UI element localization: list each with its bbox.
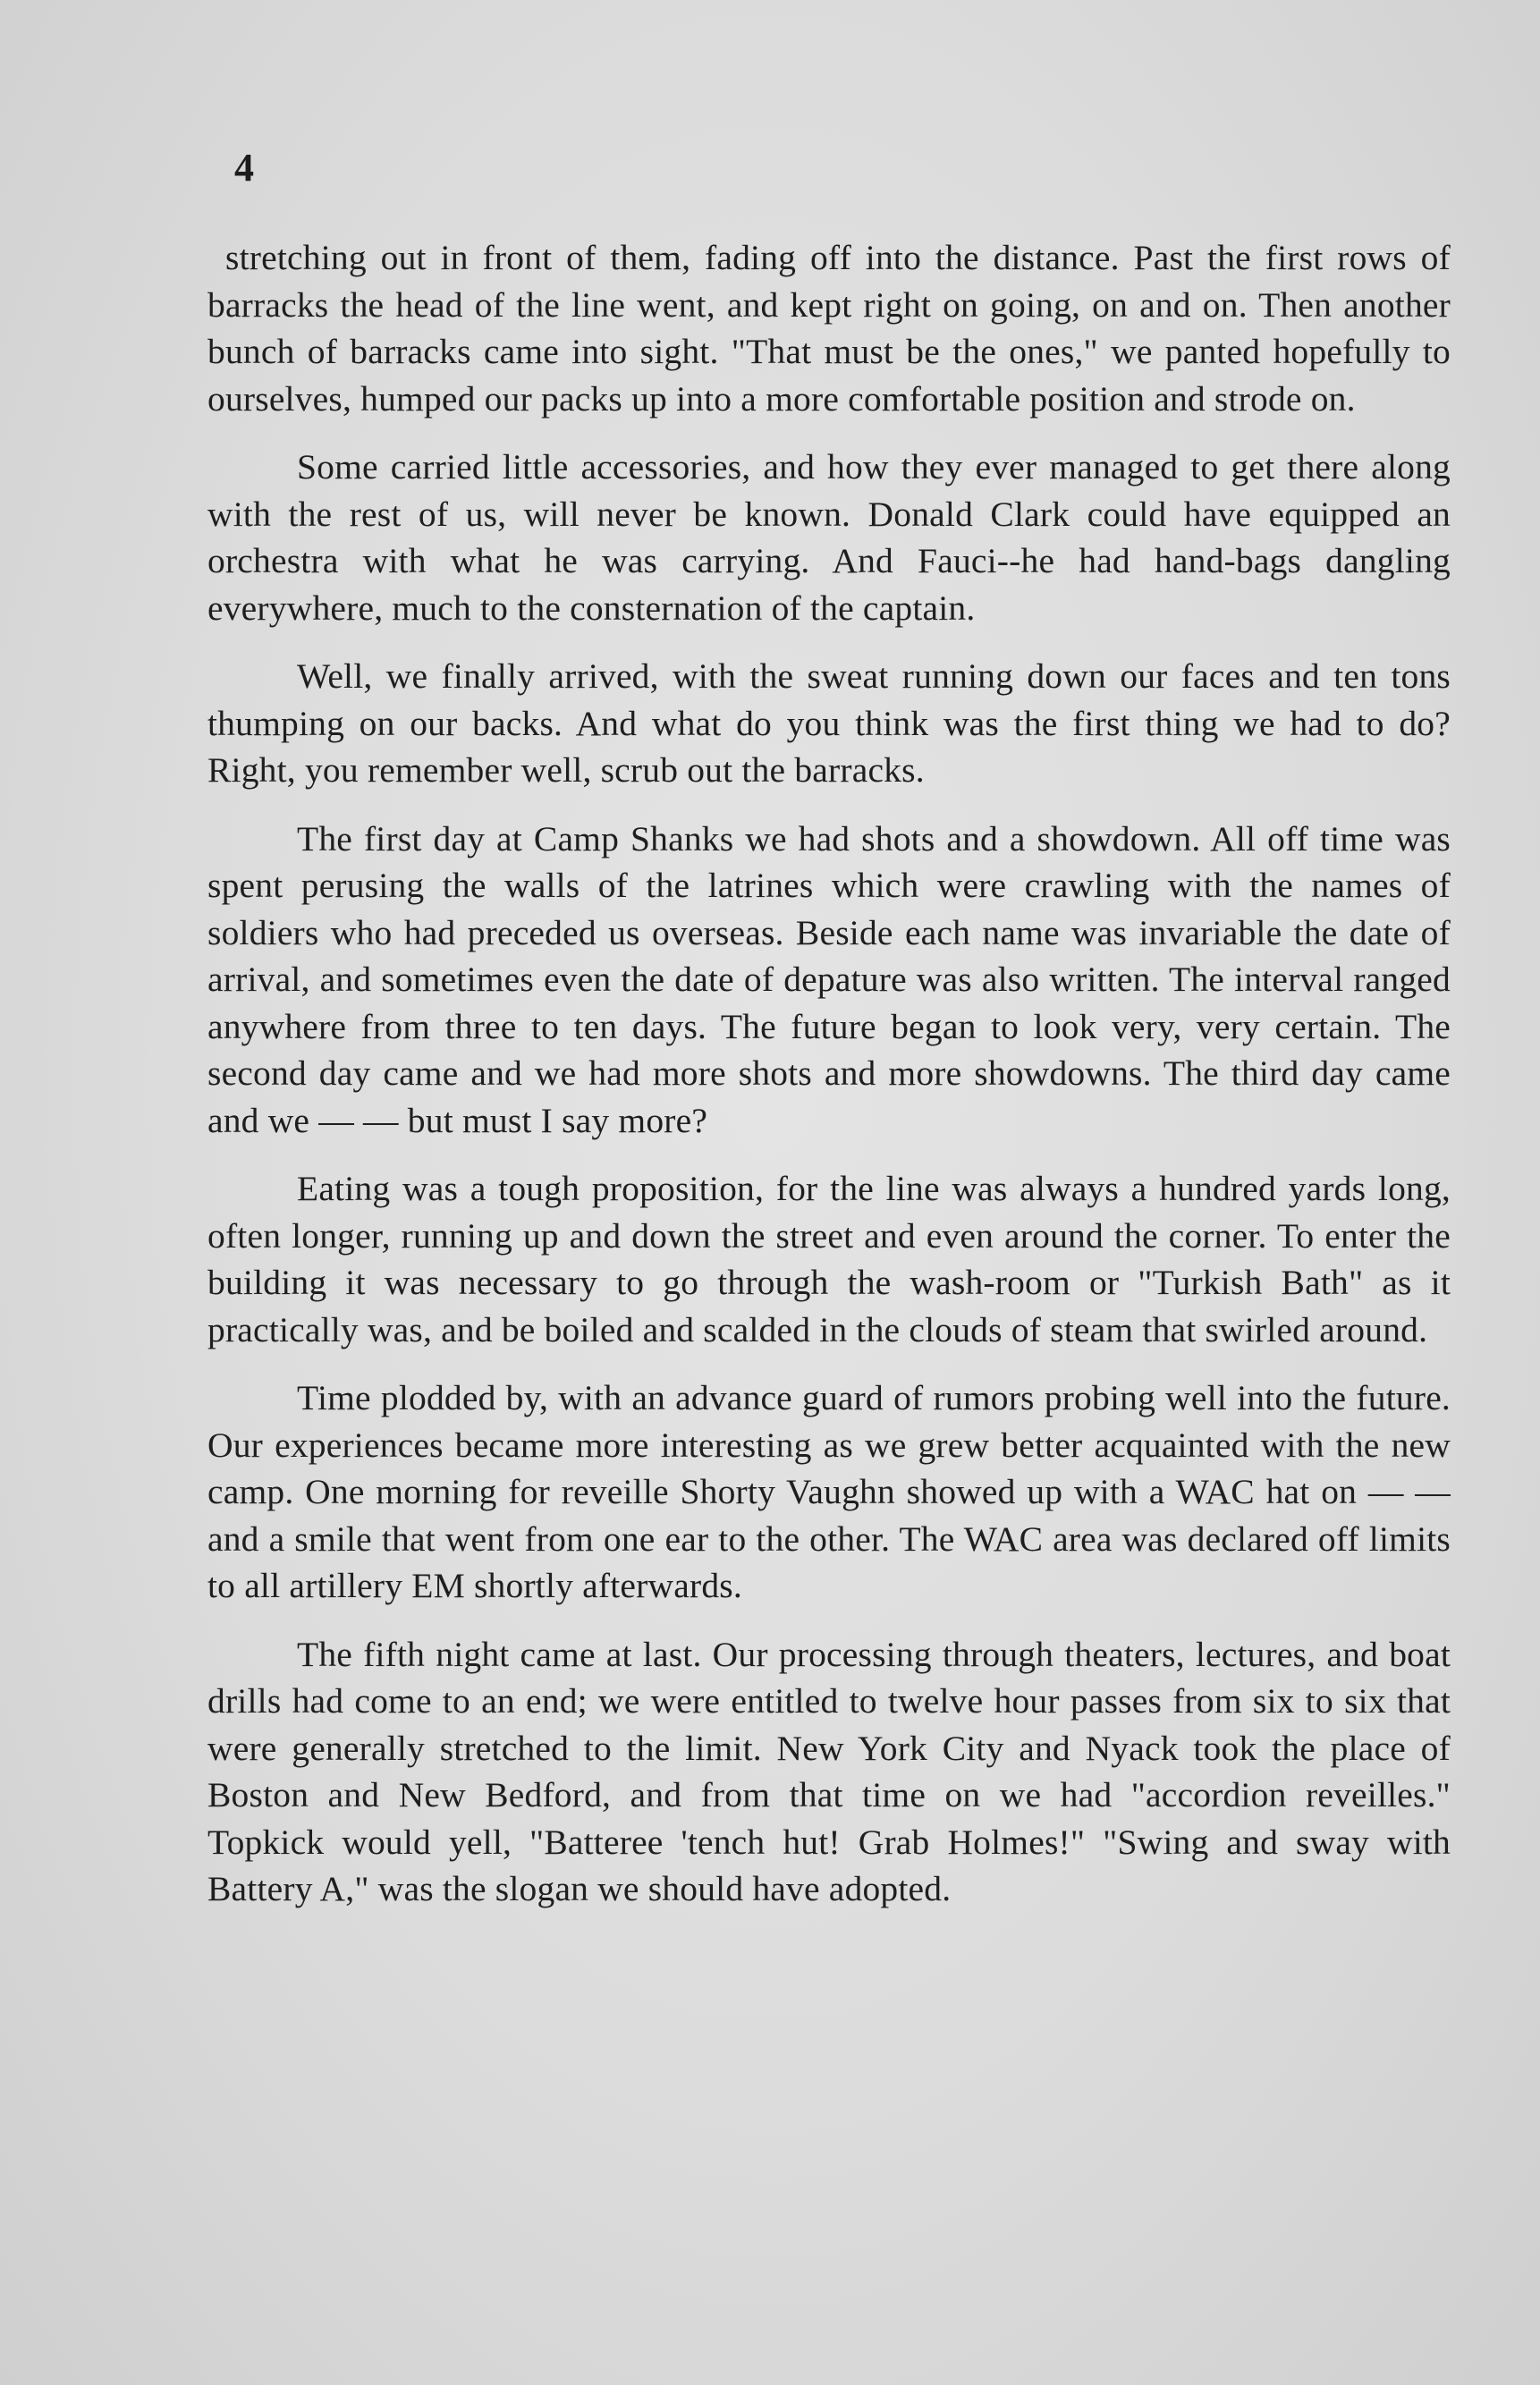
paragraph-7: The fifth night came at last. Our processing through theaters, lectures, and boat drills had come to an end; we were entitled to twelve hour passes from six to six that were generally stretched to the limit. New York City and Nyack took the place of Boston and New Bedford, and from that time on we had "accordion reveilles." Topkick would yell, "Batteree 'tench hut! Grab Holmes!" "Swing and sway with Battery A," was the slogan we should have adopted. [207,1634,1451,1908]
paragraph-4: The first day at Camp Shanks we had shots and a showdown. All off time was spent perusing the walls of the latrines which were crawling with the names of soldiers who had preceded us overseas. Beside each name was invariable the date of arrival, and sometimes even the date of depature was also written. The interval ranged anywhere from three to ten days. The future began to look very, very certain. The second day came and we had more shots and more showdowns. The third day came and we — — but must I say more? [207,818,1451,1140]
paragraph-6: Time plodded by, with an advance guard of rumors probing well into the future. Our experiences became more interesting as we grew better acquainted with the new camp. One morning for reveille Shorty Vaughn showed up with a WAC hat on — — and a smile that went from one ear to the other. The WAC area was declared off limits to all artillery EM shortly afterwards. [207,1378,1451,1605]
paragraph-3: Well, we finally arrived, with the sweat running down our faces and ten tons thumping on our backs. And what do you think was the first thing we had to do? Right, you remember well, scrub out the barracks. [207,656,1451,790]
page-number: 4 [234,146,254,190]
paragraph-1: stretching out in front of them, fading off into the distance. Past the first rows of barracks the head of the line went, and kept right on going, on and on. Then another bunch of barracks came into sight. "That must be the ones," we panted hopefully to ourselves, humped our packs up into a more comfortable position and strode on. [207,238,1451,419]
paragraph-2: Some carried little accessories, and how they ever managed to get there along with the rest of us, will never be known. Donald Clark could have equipped an orchestra with what he was carrying. And Fauci--he had hand-bags dangling everywhere, much to the consternation of the captain. [207,447,1451,628]
paragraph-5: Eating was a tough proposition, for the line was always a hundred yards long, often longer, running up and down the street and even around the corner. To enter the building it was necessary to go through the wash-room or "Turkish Bath" as it practically was, and be boiled and scalded in the clouds of steam that swirled around. [207,1169,1451,1349]
body-text [207,234,1451,1934]
